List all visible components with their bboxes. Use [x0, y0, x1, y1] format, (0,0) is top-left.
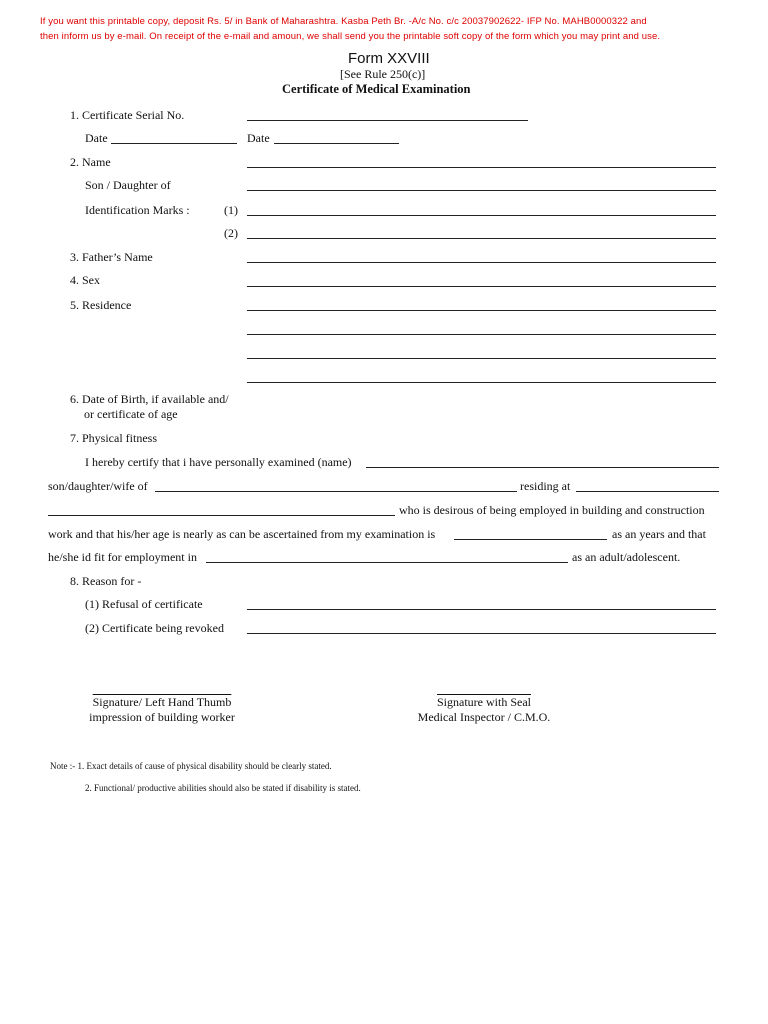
- residence-field-3[interactable]: [247, 358, 716, 359]
- sex-label: 4. Sex: [70, 273, 100, 287]
- inspector-signature: [405, 695, 563, 725]
- date-left-field[interactable]: [111, 143, 237, 144]
- serial-no-label: 1. Certificate Serial No.: [70, 108, 185, 122]
- sex-field[interactable]: [247, 286, 716, 287]
- residence-field-4[interactable]: [247, 382, 716, 383]
- revoked-label: (2) Certificate being revoked: [85, 621, 224, 635]
- worker-signature-line-2: impression of building worker: [89, 710, 235, 724]
- rule-reference: [See Rule 250(c)]: [340, 67, 426, 81]
- father-name-label: 3. Father’s Name: [70, 250, 153, 264]
- dob-label-line-2: or certificate of age: [84, 407, 178, 421]
- employment-field[interactable]: [206, 562, 568, 563]
- refusal-field[interactable]: [247, 609, 716, 610]
- certify-text-2b: residing at: [520, 479, 571, 493]
- certify-text-5b: as an adult/adolescent.: [572, 550, 681, 564]
- name-field[interactable]: [247, 167, 716, 168]
- mark-2-field[interactable]: [247, 238, 716, 239]
- son-daughter-field[interactable]: [247, 190, 716, 191]
- address-continued-field[interactable]: [48, 515, 395, 516]
- reason-heading: 8. Reason for -: [70, 574, 142, 588]
- notice-line-1: If you want this printable copy, deposit Rs. 5/ in Bank of Maharashtra. Kasba Peth Br. -A/c No. c/c 20037902622- IFP No. MAHB0000322 and: [40, 16, 647, 27]
- certify-text-2a: son/daughter/wife of: [48, 479, 148, 493]
- serial-no-field[interactable]: [247, 120, 528, 121]
- revoked-field[interactable]: [247, 633, 716, 634]
- inspector-signature-line-1: Signature with Seal: [437, 695, 531, 709]
- note-1: Note :- 1. Exact details of cause of physical disability should be clearly stated.: [50, 761, 332, 771]
- form-title: Form XXVIII: [348, 50, 430, 67]
- certify-text-3: who is desirous of being employed in building and construction: [399, 503, 705, 517]
- date-right-field[interactable]: [274, 143, 399, 144]
- residing-at-field[interactable]: [576, 491, 719, 492]
- mark-2-label: (2): [224, 226, 238, 240]
- worker-signature: [80, 695, 244, 725]
- date-left-label: Date: [85, 131, 108, 145]
- residence-label: 5. Residence: [70, 298, 132, 312]
- age-field[interactable]: [454, 539, 607, 540]
- id-marks-label: Identification Marks :: [85, 203, 190, 217]
- certificate-heading: Certificate of Medical Examination: [282, 82, 471, 96]
- residence-field-1[interactable]: [247, 310, 716, 311]
- certify-text-1: I hereby certify that i have personally examined (name): [85, 455, 352, 469]
- date-right-label: Date: [247, 131, 270, 145]
- father-name-field[interactable]: [247, 262, 716, 263]
- mark-1-field[interactable]: [247, 215, 716, 216]
- dob-label-line-1: 6. Date of Birth, if available and/: [70, 392, 229, 406]
- worker-signature-line-1: Signature/ Left Hand Thumb: [92, 695, 232, 709]
- inspector-signature-line-2: Medical Inspector / C.M.O.: [417, 710, 551, 724]
- residence-field-2[interactable]: [247, 334, 716, 335]
- note-2: 2. Functional/ productive abilities should also be stated if disability is stated.: [85, 783, 361, 793]
- certify-text-4b: as an years and that: [612, 527, 706, 541]
- relation-of-field[interactable]: [155, 491, 517, 492]
- certify-text-5a: he/she id fit for employment in: [48, 550, 197, 564]
- examined-name-field[interactable]: [366, 467, 719, 468]
- son-daughter-label: Son / Daughter of: [85, 178, 171, 192]
- refusal-label: (1) Refusal of certificate: [85, 597, 203, 611]
- certify-text-4a: work and that his/her age is nearly as can be ascertained from my examination is: [48, 527, 436, 541]
- notice-line-2: then inform us by e-mail. On receipt of the e-mail and amoun, we shall send you the printable soft copy of the form which you may print and use.: [40, 31, 661, 42]
- mark-1-label: (1): [224, 203, 238, 217]
- fitness-label: 7. Physical fitness: [70, 431, 157, 445]
- name-label: 2. Name: [70, 155, 111, 169]
